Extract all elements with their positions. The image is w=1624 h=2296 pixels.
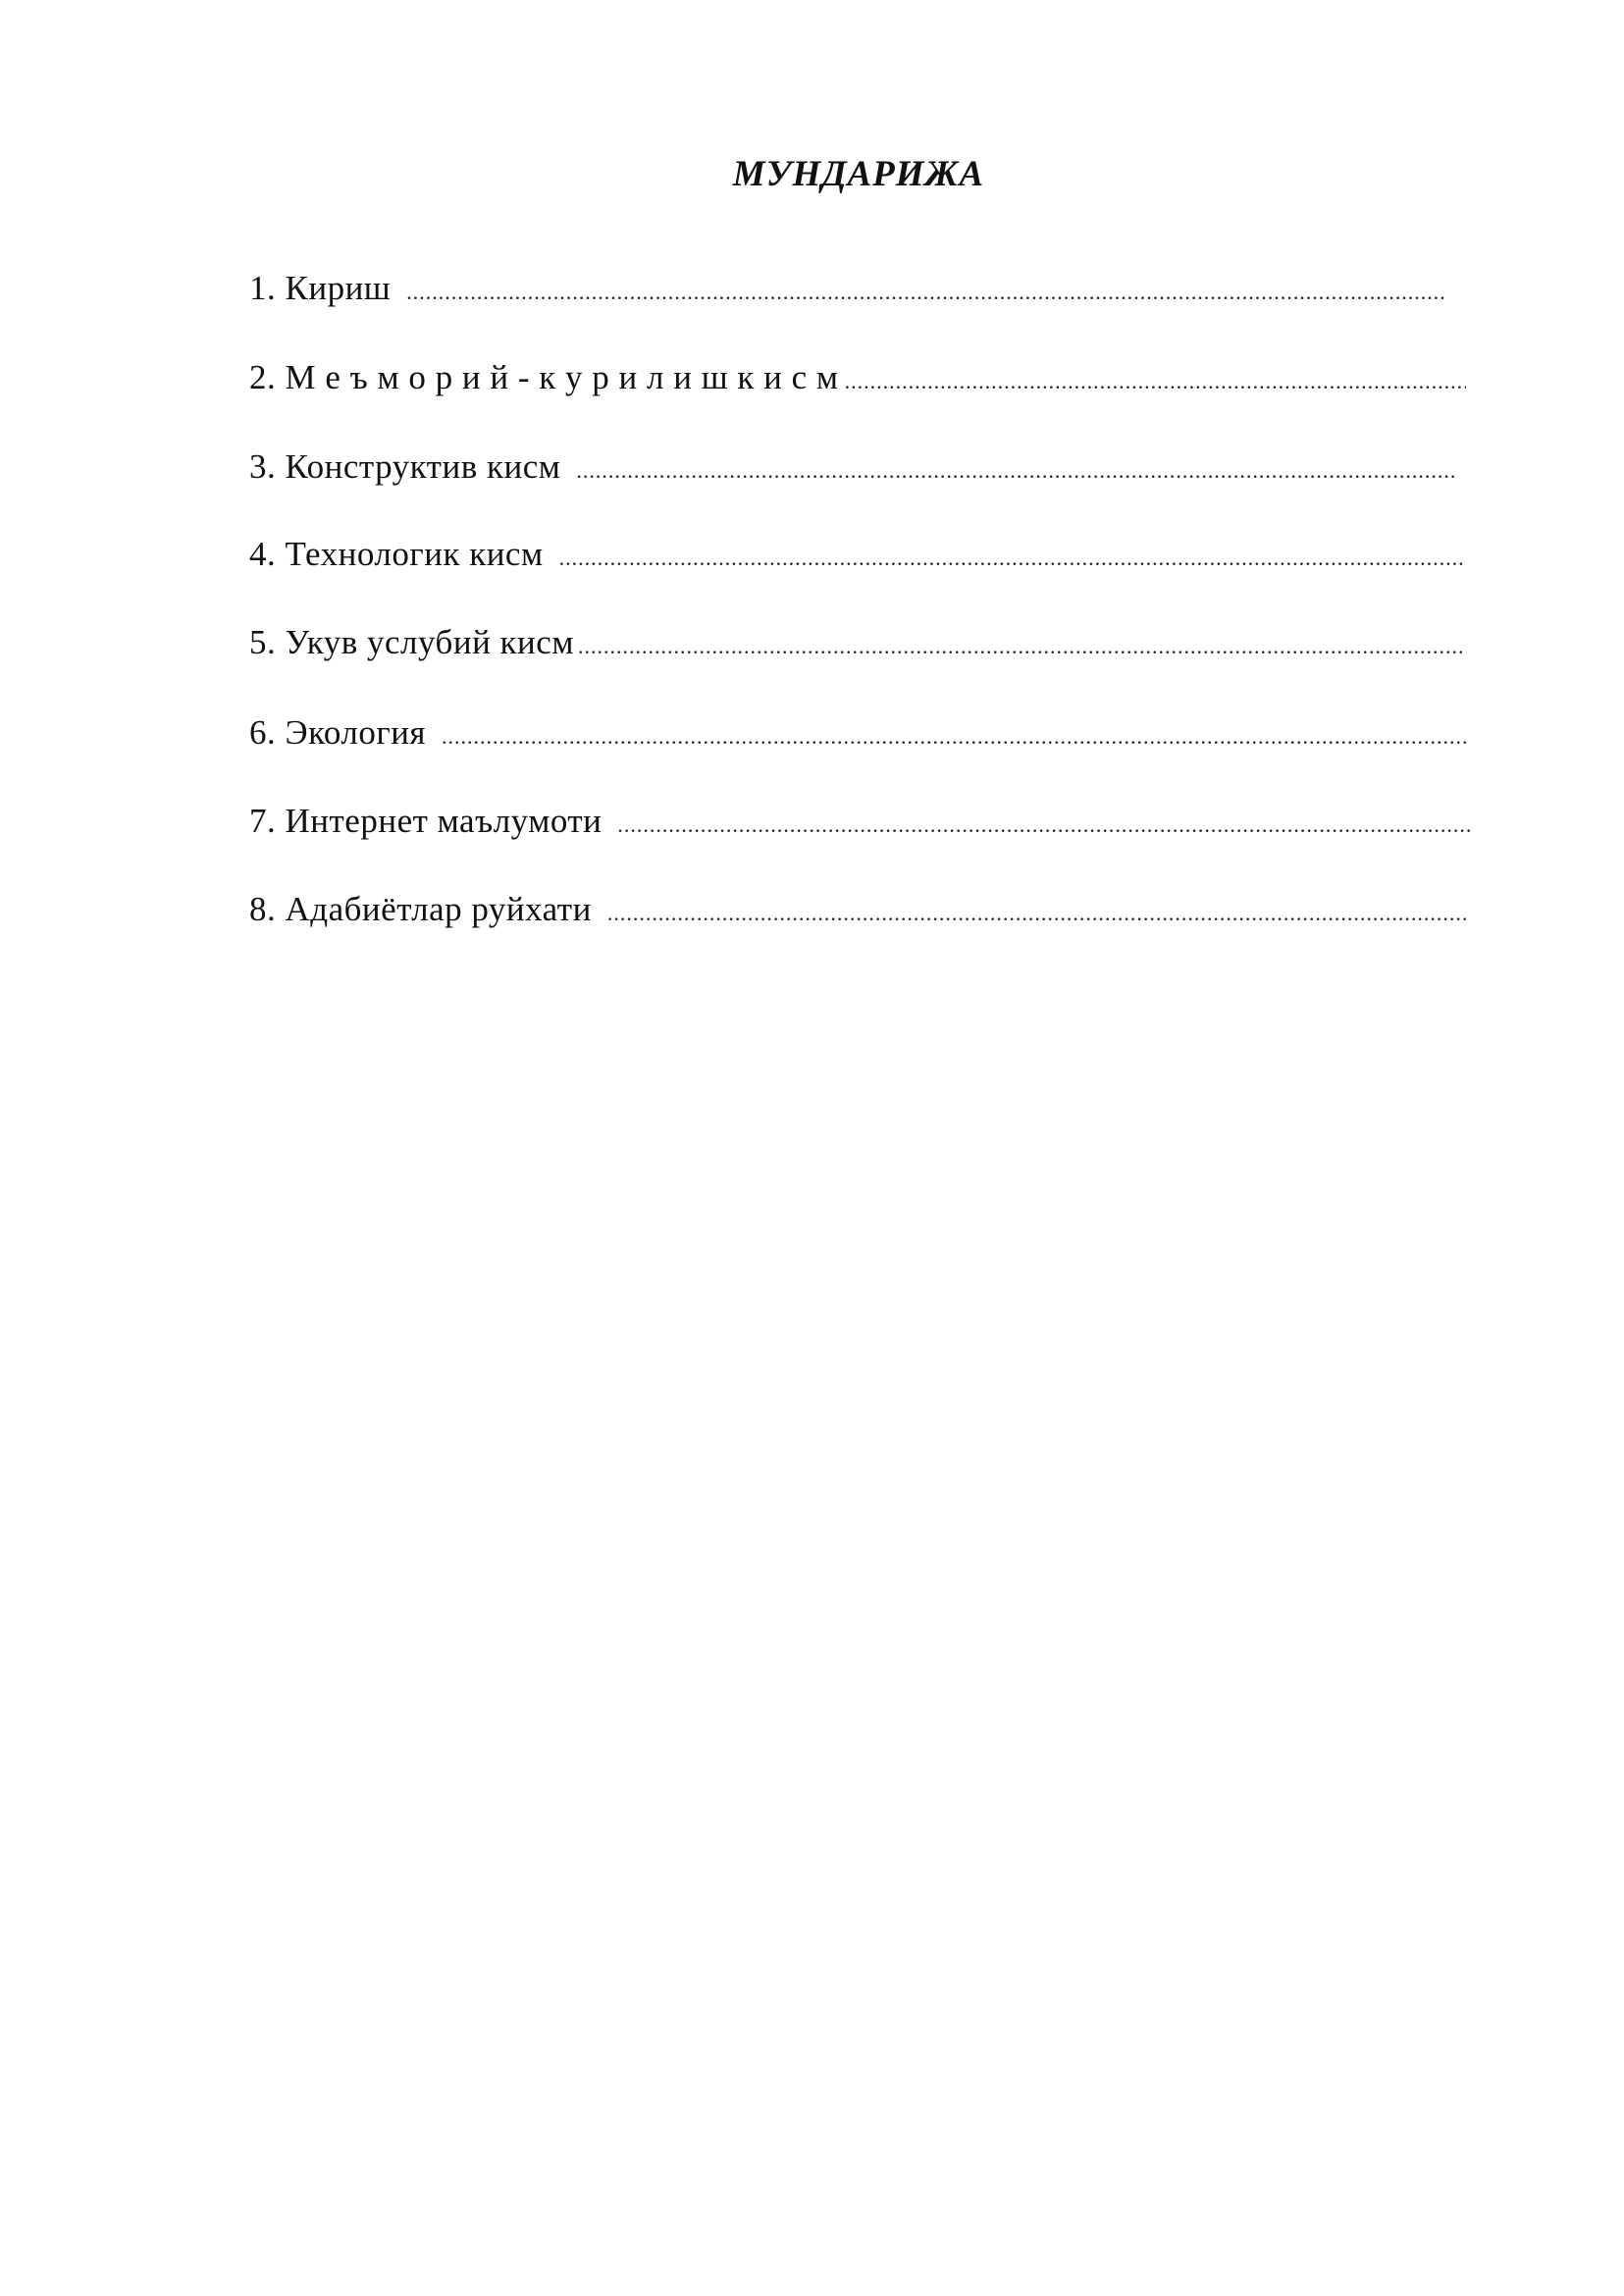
- toc-entry-label: 3. Конструктив кисм: [249, 447, 561, 486]
- toc-entry-architecture: [249, 356, 1466, 399]
- toc-entry-label: 6. Экология: [249, 713, 427, 752]
- toc-entry-label: 5. Укув услубий кисм: [249, 623, 574, 661]
- toc-entry-constructive: [249, 445, 1454, 489]
- toc-dot-leader: [559, 537, 1466, 576]
- toc-dot-leader: [607, 892, 1466, 931]
- toc-entry-internet: [249, 800, 1470, 843]
- toc-entry-ecology: [249, 711, 1470, 755]
- toc-entry-references: [249, 888, 1466, 931]
- toc-entry-label: 2. М е ъ м о р и й - к у р и л и ш к и с м: [249, 358, 839, 396]
- toc-dot-leader: [617, 804, 1470, 843]
- page-title: МУНДАРИЖА: [732, 154, 985, 194]
- toc-entry-label: 8. Адабиётлар руйхати: [249, 890, 592, 928]
- toc-entry-methodical: [249, 621, 1464, 664]
- toc-dot-leader: [845, 360, 1466, 399]
- toc-dot-leader: [442, 715, 1470, 755]
- toc-entry-label: 7. Интернет маълумоти: [249, 802, 602, 840]
- toc-dot-leader: [406, 271, 1446, 310]
- toc-entry-label: 1. Кириш: [249, 269, 392, 307]
- toc-dot-leader: [578, 625, 1464, 664]
- toc-entry-introduction: [249, 267, 1446, 310]
- toc-dot-leader: [576, 449, 1454, 489]
- toc-entry-technological: [249, 533, 1466, 576]
- toc-entry-label: 4. Технологик кисм: [249, 535, 544, 573]
